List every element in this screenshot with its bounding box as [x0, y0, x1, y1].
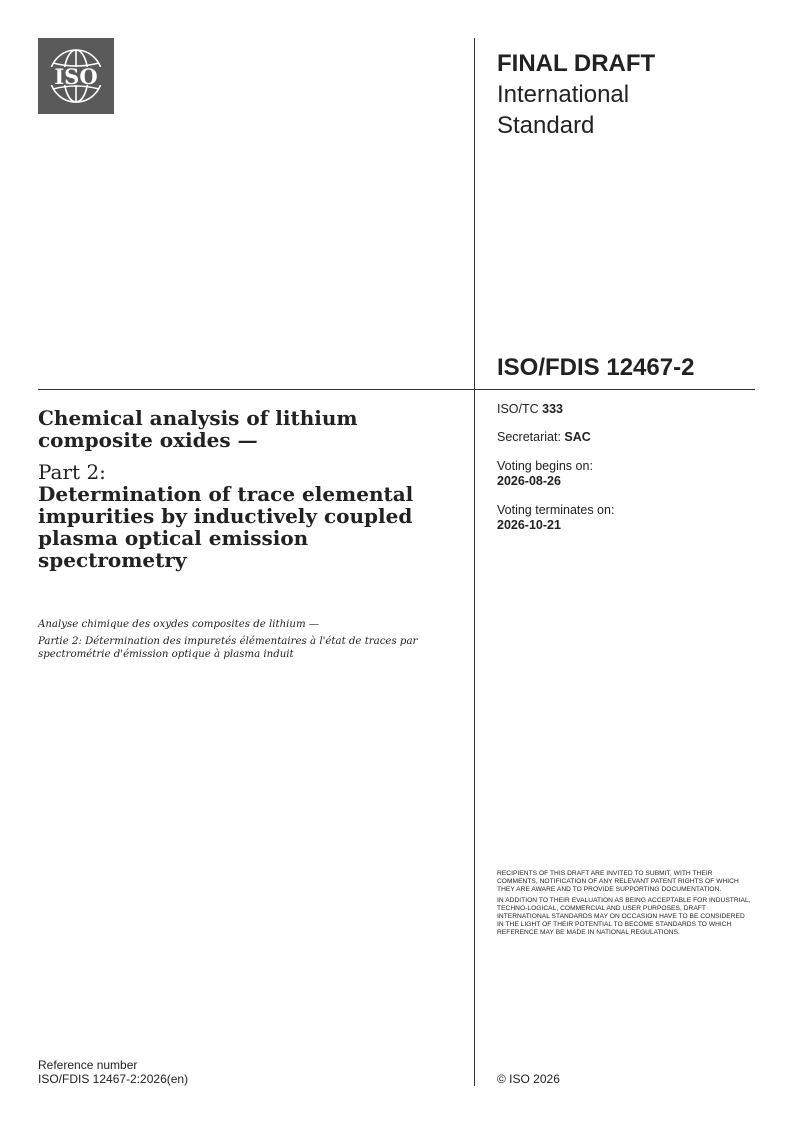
secretariat-label: Secretariat: — [497, 430, 565, 444]
tc-label: ISO/TC — [497, 402, 543, 416]
document-number: ISO/FDIS 12467-2 — [497, 354, 695, 381]
status-line-standard: Standard — [497, 112, 595, 139]
notice-paragraph-evaluation: IN ADDITION TO THEIR EVALUATION AS BEING ACCEPTABLE FOR INDUSTRIAL, TECHNO-LOGICAL, COMMERCIAL AND USER PURPOSES, DRAFT INTERNATIONAL STANDARDS MAY ON OCCASION HAVE TO BE CONSIDERED IN THE LIGHT OF THEIR POTENTIAL TO BECOME STANDARDS TO WHICH REFERENCE MAY BE MADE IN NATIONAL REGULATIONS. — [497, 897, 751, 936]
secretariat-value: SAC — [564, 430, 591, 444]
voting-terminates — [497, 503, 614, 533]
iso-globe-icon — [38, 38, 114, 114]
document-title — [38, 407, 458, 571]
reference-number-label: Reference number — [38, 1058, 138, 1072]
iso-logo — [38, 38, 114, 114]
notice-paragraph-patent: RECIPIENTS OF THIS DRAFT ARE INVITED TO SUBMIT, WITH THEIR COMMENTS, NOTIFICATION OF ANY RELEVANT PATENT RIGHTS OF WHICH THEY ARE AWARE AND TO PROVIDE SUPPORTING DOCUMENTATION. — [497, 870, 739, 893]
copyright: © ISO 2026 — [497, 1072, 560, 1086]
voting-begins-label: Voting begins on: — [497, 459, 593, 473]
part-label: Part 2: — [38, 460, 106, 484]
french-title — [38, 618, 458, 665]
voting-begins — [497, 459, 593, 489]
technical-committee — [497, 402, 563, 417]
french-main-title: Analyse chimique des oxydes composites de lithium — — [38, 619, 320, 630]
iso-logo-text: ISO — [54, 64, 98, 89]
voting-terminates-date: 2026-10-21 — [497, 518, 561, 532]
french-part-title: Partie 2: Détermination des impuretés élémentaires à l'état de traces par spectrométrie d'émission optique à plasma induit — [38, 636, 418, 660]
main-title: Chemical analysis of lithium composite oxides — — [38, 406, 358, 452]
reference-number — [38, 1058, 188, 1086]
draft-notice — [497, 870, 752, 940]
part-title: Determination of trace elemental impurities by inductively coupled plasma optical emission spectrometry — [38, 482, 414, 572]
reference-number-value: ISO/FDIS 12467-2:2026(en) — [38, 1072, 189, 1086]
status-line-international: International — [497, 81, 630, 108]
horizontal-divider — [38, 389, 755, 390]
vertical-divider — [474, 38, 475, 1086]
voting-begins-date: 2026-08-26 — [497, 474, 561, 488]
voting-terminates-label: Voting terminates on: — [497, 503, 615, 517]
document-status — [497, 48, 757, 141]
secretariat — [497, 430, 591, 445]
status-line-final-draft: FINAL DRAFT — [497, 50, 656, 77]
tc-value: 333 — [542, 402, 564, 416]
